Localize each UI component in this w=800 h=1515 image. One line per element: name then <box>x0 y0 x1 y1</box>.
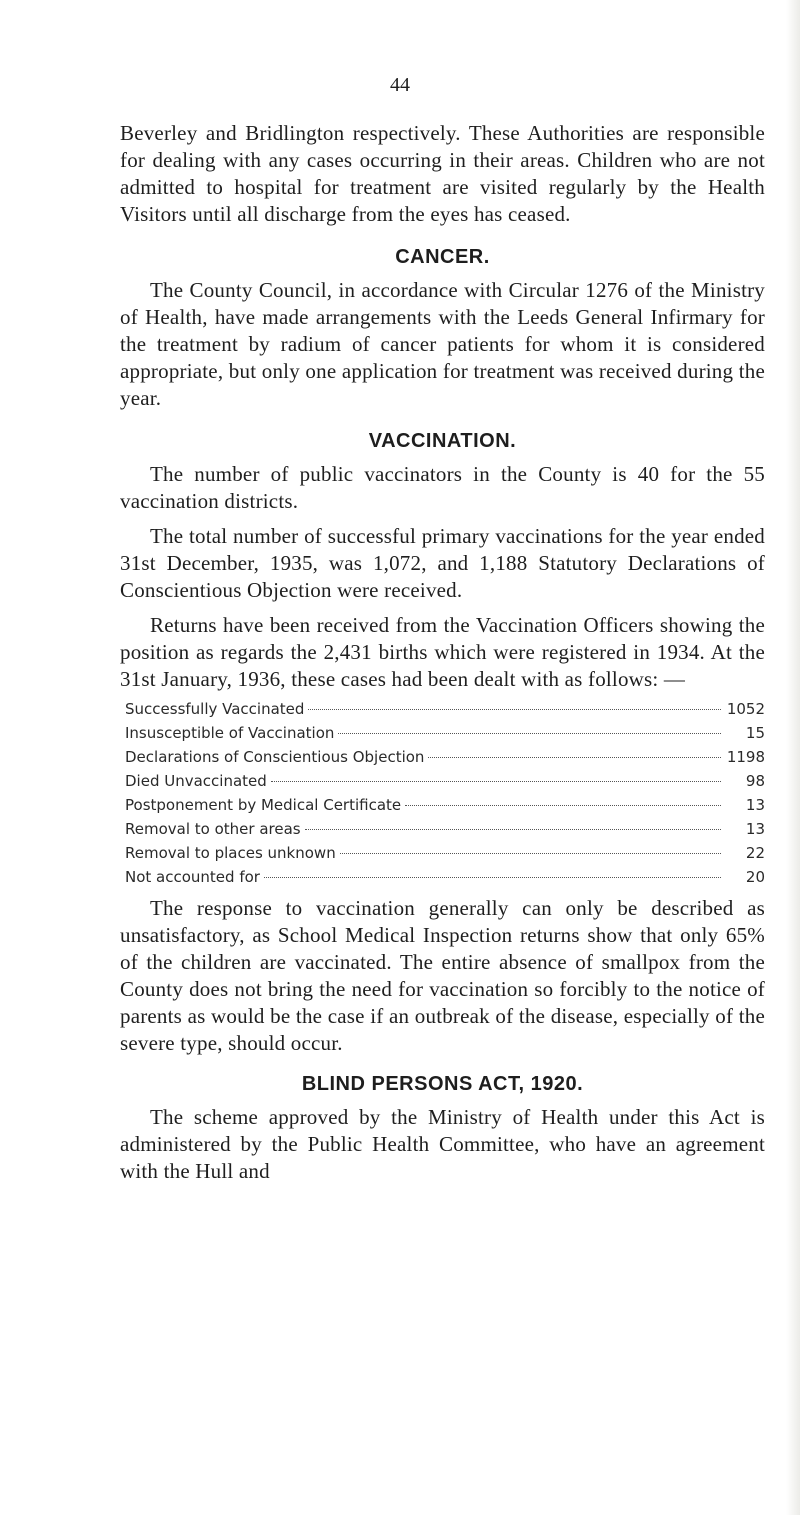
table-row <box>120 769 765 793</box>
row-value: 15 <box>745 724 765 742</box>
leader-dots <box>264 877 721 878</box>
row-label: Declarations of Conscientious Objection <box>125 748 425 766</box>
leader-dots <box>428 757 721 758</box>
row-label: Died Unvaccinated <box>125 772 267 790</box>
row-label: Insusceptible of Vaccination <box>125 724 335 742</box>
row-value: 1198 <box>726 748 765 766</box>
blind-persons-heading: BLIND PERSONS ACT, 1920. <box>301 1073 584 1095</box>
row-value: 20 <box>745 868 765 886</box>
row-label: Successfully Vaccinated <box>125 700 305 718</box>
row-label: Removal to other areas <box>125 820 301 838</box>
vaccination-paragraph-3: Returns have been received from the Vaccination Officers showing the position as regards the 2,431 births which were registered in 1934. At the 31st January, 1936, these cases had been dealt with as follows: — <box>120 613 765 691</box>
leader-dots <box>305 829 721 830</box>
row-value: 98 <box>745 772 765 790</box>
page-edge-shadow <box>786 0 800 1515</box>
table-row <box>120 841 765 865</box>
table-row <box>120 721 765 745</box>
blind-persons-paragraph: The scheme approved by the Ministry of Health under this Act is administered by the Public Health Committee, who have an agreement with the Hull and <box>120 1105 765 1183</box>
leader-dots <box>340 853 721 854</box>
intro-paragraph: Beverley and Bridlington respectively. These Authorities are responsible for dealing with any cases occurring in their areas. Children who are not admitted to hospital for treatment are visited regularly by the Health Visitors until all discharge from the eyes has ceased. <box>120 121 765 226</box>
table-row <box>120 745 765 769</box>
leader-dots <box>338 733 721 734</box>
row-value: 13 <box>745 796 765 814</box>
leader-dots <box>308 709 721 710</box>
vaccination-table <box>120 697 765 889</box>
table-row <box>120 817 765 841</box>
table-row <box>120 697 765 721</box>
document-body <box>120 120 765 1185</box>
row-value: 1052 <box>726 700 765 718</box>
row-value: 22 <box>745 844 765 862</box>
row-label: Postponement by Medical Certificate <box>125 796 402 814</box>
vaccination-paragraph-4: The response to vaccination generally can only be described as unsatisfactory, as School Medical Inspection returns show that only 65% of the children are vaccinated. The entire absence of smallpox from the County does not bring the need for vaccination so forcibly to the notice of parents as would be the case if an outbreak of the disease, especially of the severe type, should occur. <box>120 896 765 1055</box>
leader-dots <box>405 805 721 806</box>
vaccination-paragraph-2: The total number of successful primary vaccinations for the year ended 31st December, 1935, was 1,072, and 1,188 Statutory Declarations of Conscientious Objection were received. <box>120 524 765 602</box>
table-row <box>120 865 765 889</box>
row-label: Not accounted for <box>125 868 260 886</box>
cancer-paragraph: The County Council, in accordance with Circular 1276 of the Ministry of Health, have made arrangements with the Leeds General Infirmary for the treatment by radium of cancer patients for whom it is considered appropriate, but only one application for treatment was received during the year. <box>120 278 765 410</box>
table-row <box>120 793 765 817</box>
page-number: 44 <box>390 74 410 96</box>
cancer-heading: CANCER. <box>395 246 490 268</box>
row-label: Removal to places unknown <box>125 844 336 862</box>
vaccination-paragraph-1: The number of public vaccinators in the County is 40 for the 55 vaccination districts. <box>120 462 765 513</box>
leader-dots <box>271 781 721 782</box>
row-value: 13 <box>745 820 765 838</box>
vaccination-heading: VACCINATION. <box>368 430 517 452</box>
